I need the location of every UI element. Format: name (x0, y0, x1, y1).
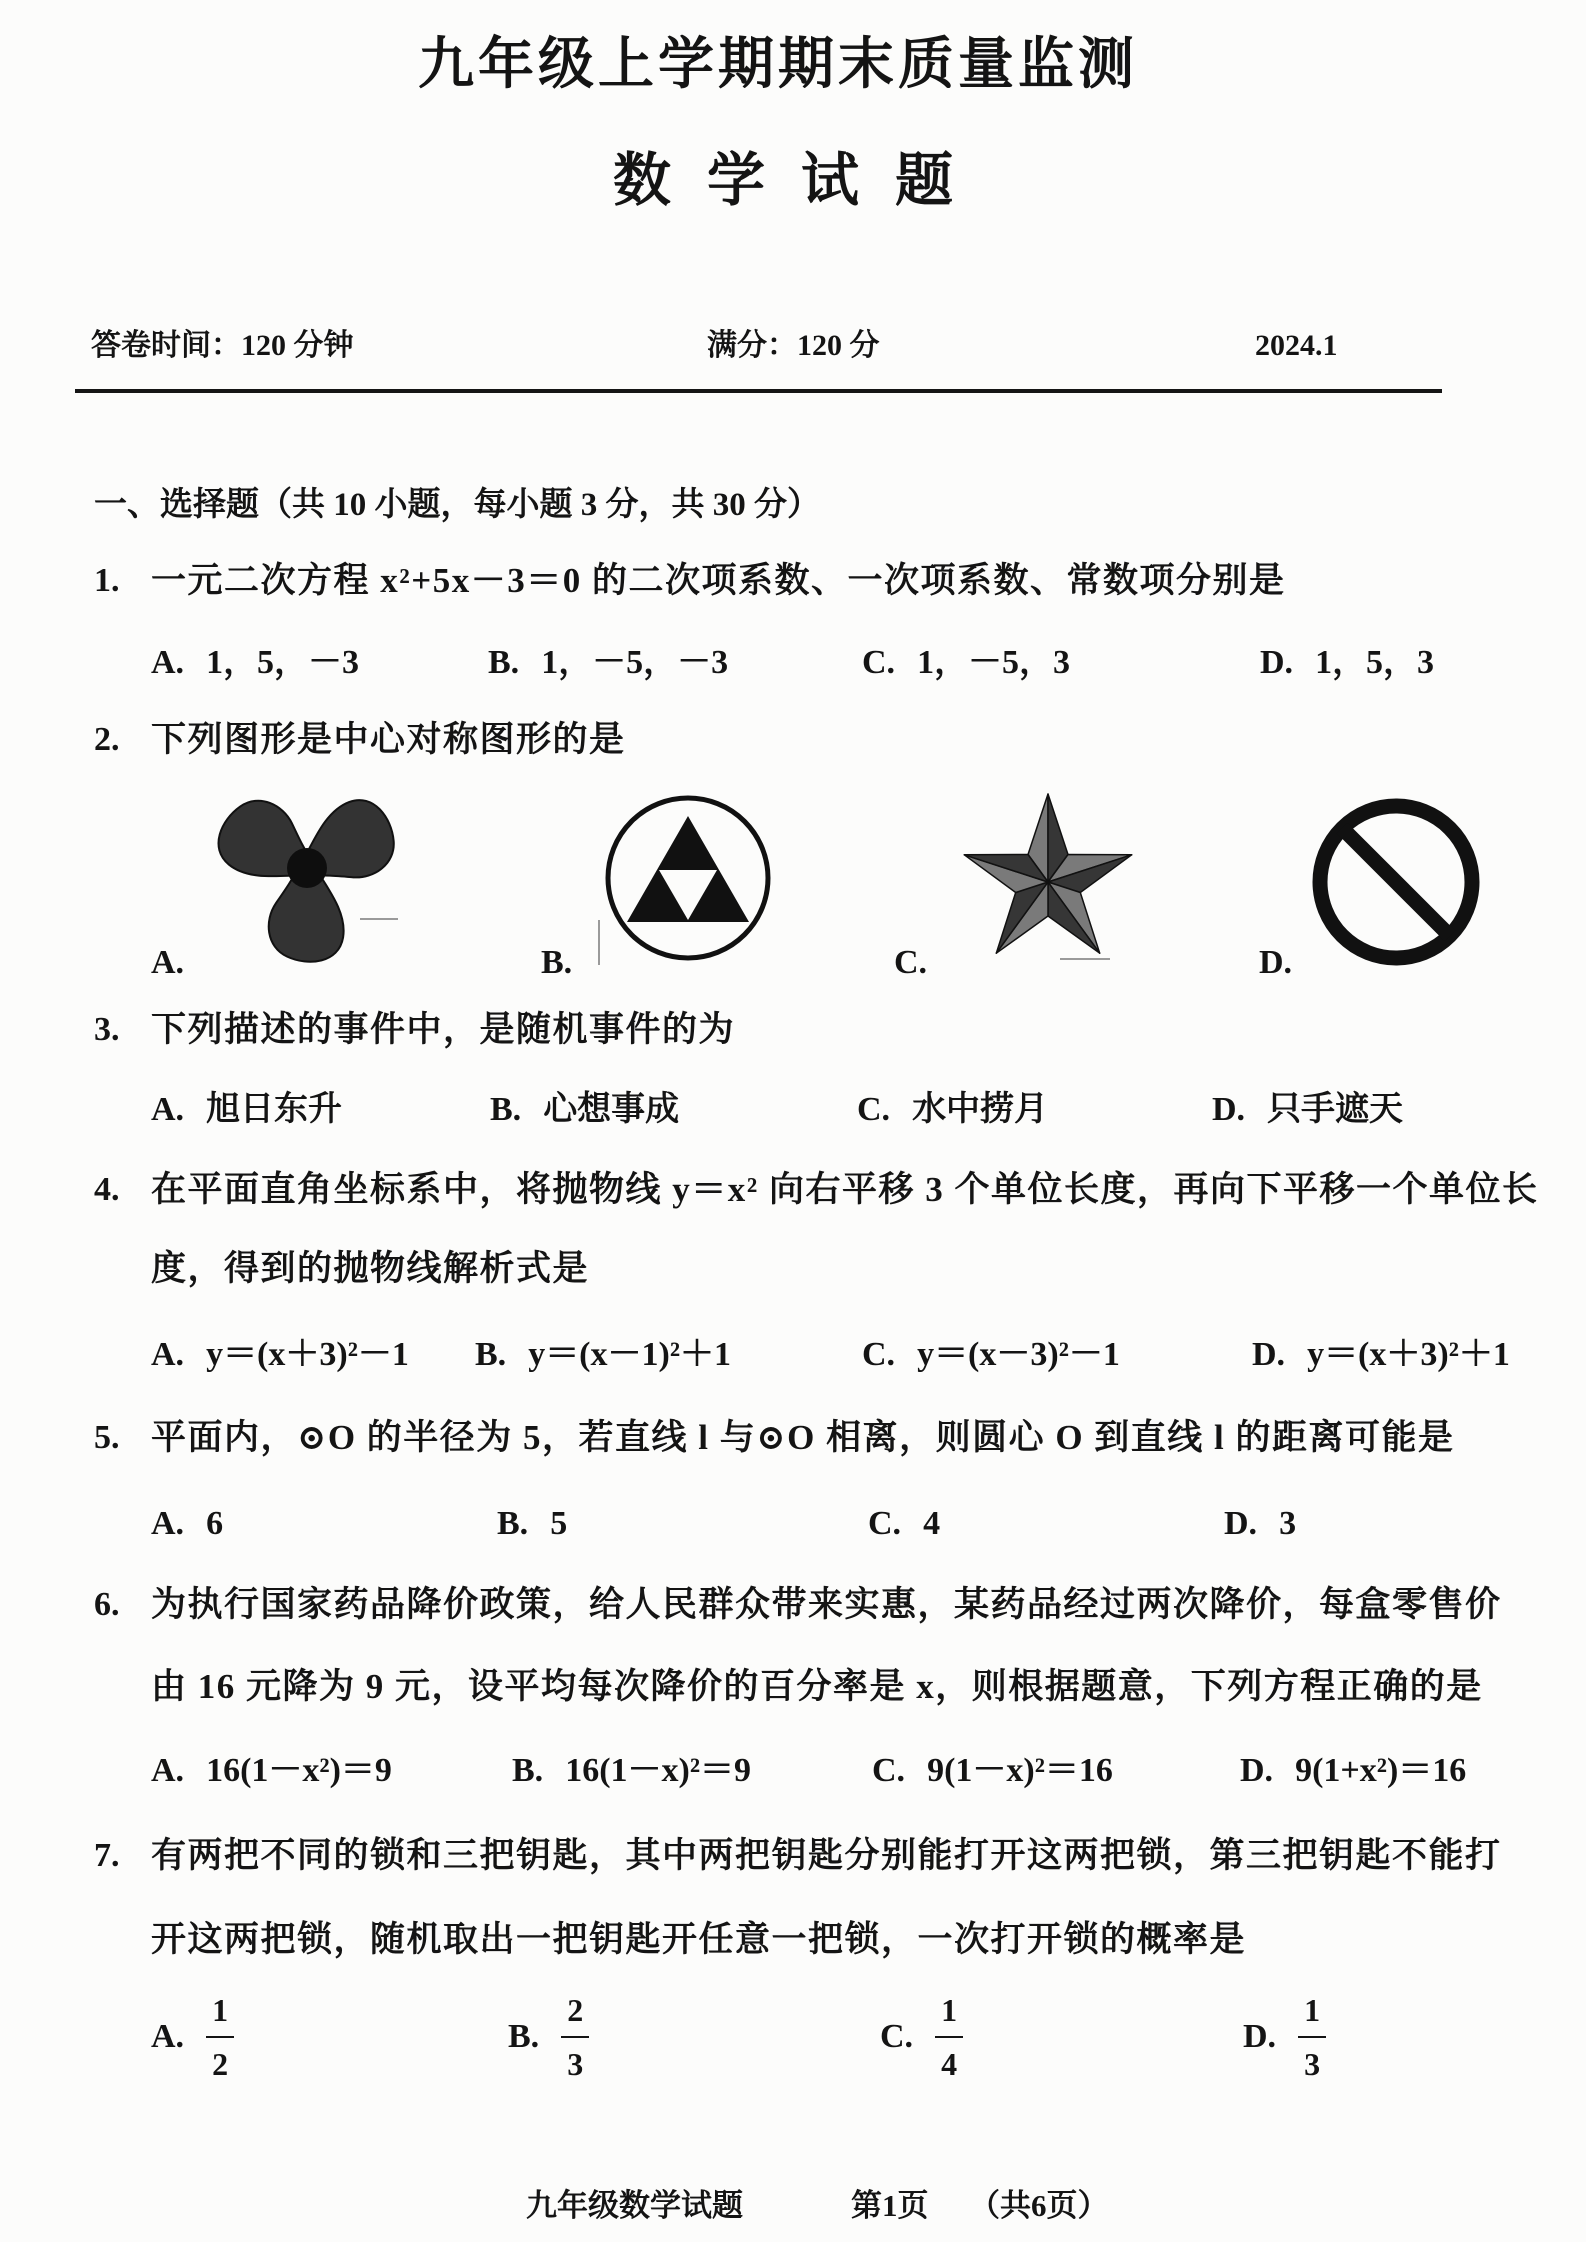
fraction (1298, 1990, 1326, 2084)
header-divider (75, 389, 1442, 393)
fraction-bar (1298, 2036, 1326, 2038)
option-label: C. (862, 1336, 896, 1373)
question-4-option-a (151, 1333, 409, 1377)
prohibition-sign-icon (1310, 796, 1482, 968)
sign-slash (1342, 828, 1450, 936)
question-7-text-line-1: 有两把不同的锁和三把钥匙，其中两把钥匙分别能打开这两把锁，第三把钥匙不能打 (151, 1836, 1502, 1875)
propeller-hub (287, 848, 327, 888)
question-7-number: 7. (94, 1837, 120, 1874)
question-6-option-d (1240, 1749, 1466, 1793)
question-2-option-b-label: B. (541, 944, 573, 981)
option-text: y＝(x＋3)²＋1 (1307, 1336, 1510, 1373)
option-text: 1，5，3 (1315, 644, 1435, 681)
section-heading: 一、选择题（共 10 小题，每小题 3 分，共 30 分） (94, 487, 820, 523)
question-5-text: 平面内，⊙O 的半径为 5，若直线 l 与⊙O 相离，则圆心 O 到直线 l 的距离可能是 (151, 1418, 1455, 1457)
question-1-option-d (1260, 641, 1434, 685)
question-6-text-line-1: 为执行国家药品降价政策，给人民群众带来实惠，某药品经过两次降价，每盒零售价 (151, 1585, 1502, 1624)
option-label: C. (872, 1752, 906, 1789)
fraction-numerator: 1 (941, 1992, 958, 2028)
question-3-option-d (1212, 1088, 1403, 1132)
exam-duration: 答卷时间：120 分钟 (91, 329, 354, 362)
scan-artifact-line (360, 918, 398, 920)
option-text: 水中捞月 (912, 1091, 1049, 1128)
option-label: A. (151, 1091, 185, 1128)
option-label: D. (1224, 1505, 1258, 1542)
fraction-denominator: 3 (567, 2046, 584, 2082)
question-4-option-b (475, 1333, 731, 1377)
option-label: D. (1243, 2018, 1277, 2055)
option-text: 6 (206, 1505, 224, 1542)
fraction-bar (935, 2036, 963, 2038)
footer-total-pages: （共6页） (969, 2188, 1109, 2223)
option-label: D. (1212, 1091, 1246, 1128)
question-6-text-line-2: 由 16 元降为 9 元，设平均每次降价的百分率是 x，则根据题意，下列方程正确的是 (151, 1667, 1483, 1706)
option-label: A. (151, 2018, 185, 2055)
option-label: A. (151, 644, 185, 681)
option-label: A. (151, 1336, 185, 1373)
option-label: D. (1252, 1336, 1286, 1373)
option-label: B. (497, 1505, 529, 1542)
fraction-numerator: 1 (1304, 1992, 1321, 2028)
question-1-text: 一元二次方程 x²+5x－3＝0 的二次项系数、一次项系数、常数项分别是 (151, 561, 1286, 600)
fraction-bar (561, 2036, 589, 2038)
question-5-option-c (868, 1502, 940, 1546)
question-6-option-b (512, 1749, 751, 1793)
question-3-option-b (490, 1088, 679, 1132)
fraction-denominator: 3 (1304, 2046, 1321, 2082)
question-5-number: 5. (94, 1419, 120, 1456)
question-7-option-c (880, 1990, 963, 2084)
question-1-option-c (862, 641, 1070, 685)
fraction (935, 1990, 963, 2084)
option-label: C. (868, 1505, 902, 1542)
option-text: 9(1－x)²＝16 (927, 1752, 1113, 1789)
question-2-text: 下列图形是中心对称图形的是 (151, 720, 626, 759)
question-1-option-b (488, 641, 728, 685)
option-label: B. (488, 644, 520, 681)
question-1-option-a (151, 641, 359, 685)
fraction-bar (206, 2036, 234, 2038)
fraction (561, 1990, 589, 2084)
option-label: C. (880, 2018, 914, 2055)
option-text: 16(1－x²)＝9 (206, 1752, 392, 1789)
question-7-option-a (151, 1990, 234, 2084)
fraction (206, 1990, 234, 2084)
option-text: 1，－5，3 (917, 644, 1071, 681)
question-2-number: 2. (94, 721, 120, 758)
question-5-option-b (497, 1502, 567, 1546)
option-text: y＝(x＋3)²－1 (206, 1336, 409, 1373)
option-label: B. (490, 1091, 522, 1128)
fraction-numerator: 1 (212, 1992, 229, 2028)
exam-subject-title: 数学试题 (613, 148, 990, 213)
propeller-icon (180, 770, 440, 990)
question-6-option-a (151, 1749, 392, 1793)
question-7-text-line-2: 开这两把锁，随机取出一把钥匙开任意一把锁，一次打开锁的概率是 (151, 1920, 1247, 1959)
question-4-text-line-1: 在平面直角坐标系中，将抛物线 y＝x² 向右平移 3 个单位长度，再向下平移一个单位长 (151, 1170, 1539, 1209)
circle-triforce-icon (600, 790, 776, 966)
footer-paper-name: 九年级数学试题 (526, 2188, 743, 2223)
question-5-option-d (1224, 1502, 1296, 1546)
question-2-option-d-label: D. (1259, 944, 1293, 981)
question-4-option-c (862, 1333, 1120, 1377)
full-score: 满分：120 分 (707, 329, 880, 362)
fraction-denominator: 2 (212, 2046, 229, 2082)
option-label: B. (512, 1752, 544, 1789)
fraction-numerator: 2 (567, 1992, 584, 2028)
option-text: 1，5，－3 (206, 644, 360, 681)
option-label: D. (1260, 644, 1294, 681)
option-text: 5 (550, 1505, 568, 1542)
question-3-option-c (857, 1088, 1048, 1132)
question-3-text: 下列描述的事件中，是随机事件的为 (151, 1010, 736, 1049)
exam-date: 2024.1 (1255, 329, 1338, 362)
question-5-option-a (151, 1502, 223, 1546)
question-6-option-c (872, 1749, 1113, 1793)
question-2-option-c-label: C. (894, 944, 928, 981)
option-text: 9(1+x²)＝16 (1295, 1752, 1467, 1789)
scan-artifact-line (1060, 958, 1110, 960)
fraction-denominator: 4 (941, 2046, 958, 2082)
option-label: B. (508, 2018, 540, 2055)
option-text: 3 (1279, 1505, 1297, 1542)
option-label: C. (862, 644, 896, 681)
footer-page-number: 第1页 (851, 2188, 929, 2223)
option-label: A. (151, 1505, 185, 1542)
option-label: B. (475, 1336, 507, 1373)
question-7-option-b (508, 1990, 589, 2084)
five-pointed-star-icon (955, 790, 1141, 976)
option-text: y＝(x－1)²＋1 (528, 1336, 732, 1373)
option-text: 只手遮天 (1267, 1091, 1404, 1128)
question-3-number: 3. (94, 1011, 120, 1048)
scan-artifact-line (598, 920, 600, 965)
question-1-number: 1. (94, 562, 120, 599)
option-text: 心想事成 (543, 1091, 680, 1128)
option-label: C. (857, 1091, 891, 1128)
question-3-option-a (151, 1088, 342, 1132)
exam-title: 九年级上学期期末质量监测 (418, 34, 1138, 96)
option-label: D. (1240, 1752, 1274, 1789)
option-text: y＝(x－3)²－1 (917, 1336, 1120, 1373)
question-6-number: 6. (94, 1586, 120, 1623)
option-text: 4 (923, 1505, 941, 1542)
option-label: A. (151, 1752, 185, 1789)
option-text: 1，－5，－3 (541, 644, 729, 681)
question-4-text-line-2: 度，得到的抛物线解析式是 (151, 1249, 590, 1288)
question-4-option-d (1252, 1333, 1510, 1377)
question-4-number: 4. (94, 1171, 120, 1208)
question-7-option-d (1243, 1990, 1326, 2084)
question-2-option-a-label: A. (151, 944, 185, 981)
option-text: 16(1－x)²＝9 (565, 1752, 752, 1789)
option-text: 旭日东升 (206, 1091, 343, 1128)
